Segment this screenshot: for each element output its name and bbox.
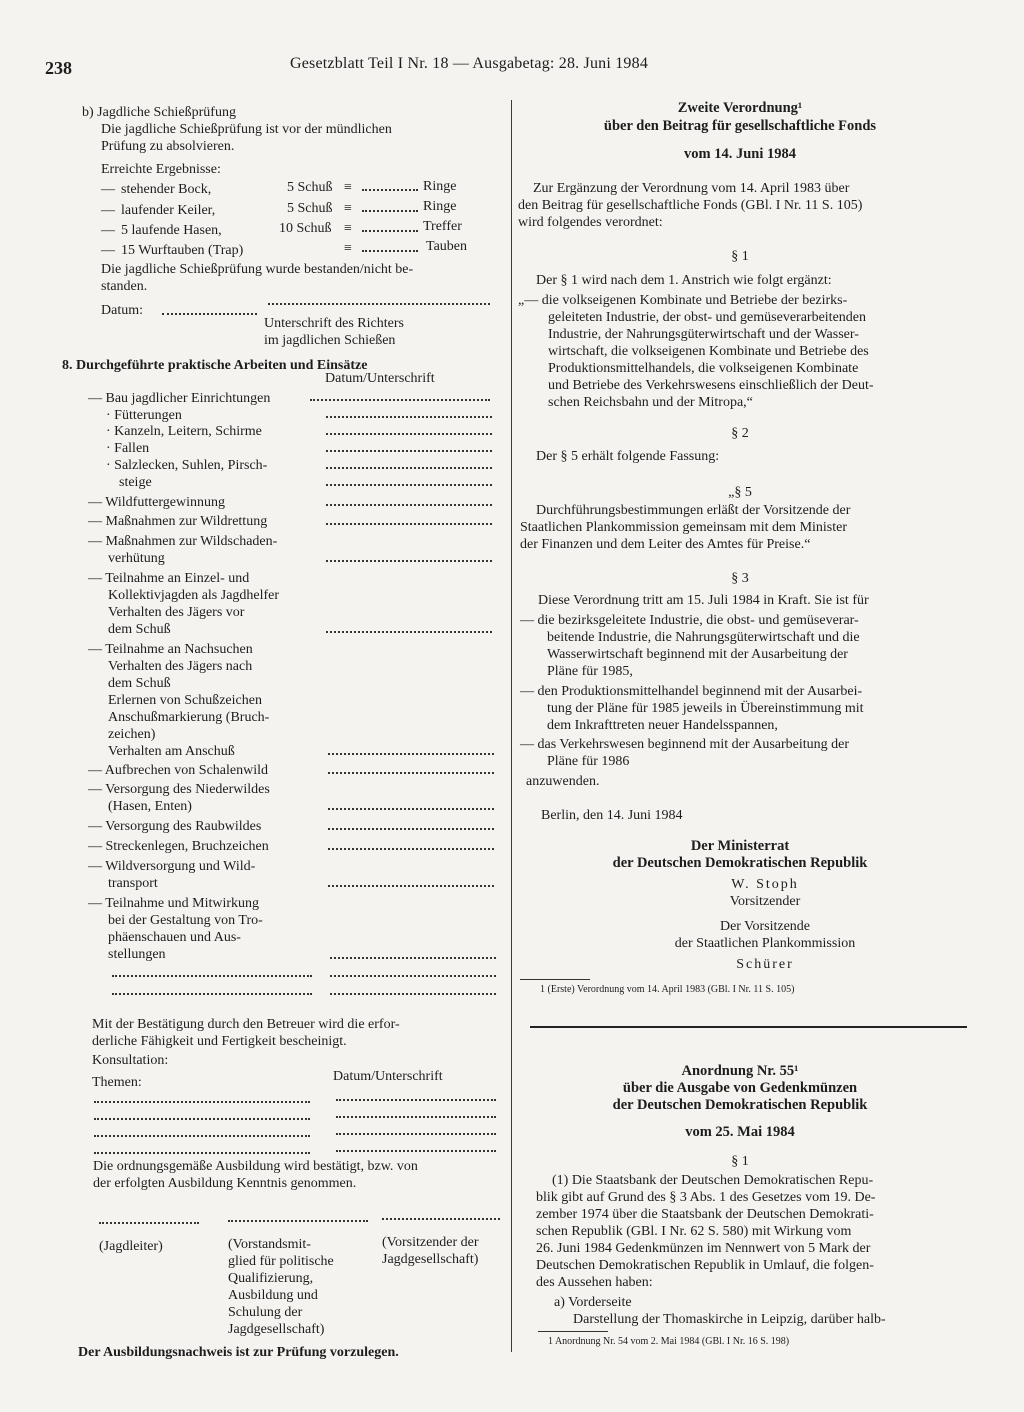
fill-line — [326, 433, 492, 435]
dash: — — [101, 243, 115, 258]
fill-line — [326, 416, 492, 418]
activity-item: (Hasen, Enten) — [108, 799, 192, 814]
fill-line — [336, 1116, 496, 1118]
signature-fill-line — [99, 1222, 199, 1224]
passed-text-2: standen. — [101, 279, 148, 294]
result-shots: 5 Schuß — [287, 201, 333, 216]
signature-fill-line — [382, 1218, 500, 1220]
par3-text-7: dem Inkrafttreten neuer Handelsspannen, — [547, 718, 778, 733]
activity-item: Erlernen von Schußzeichen — [108, 693, 262, 708]
fill-line — [362, 230, 418, 232]
activity-item: — Wildfuttergewinnung — [88, 495, 225, 510]
result-unit: Ringe — [423, 179, 457, 194]
signature-vorstand-3: Qualifizierung, — [228, 1271, 314, 1286]
activity-item: — Versorgung des Raubwildes — [88, 819, 262, 834]
par2-text: Der § 5 erhält folgende Fassung: — [536, 449, 720, 464]
par3-text-6: tung der Pläne für 1985 jeweils in Übereinstimmung mit — [547, 701, 864, 716]
activity-item: — Maßnahmen zur Wildschaden- — [88, 534, 278, 549]
par3-text-4: Pläne für 1985, — [547, 664, 633, 679]
result-shots: 5 Schuß — [287, 180, 333, 195]
vo-intro-2: den Beitrag für gesellschaftliche Fonds (GBl. I Nr. 11 S. 105) — [518, 198, 863, 213]
signature-vorstand-4: Ausbildung und — [228, 1288, 318, 1303]
passed-text-1: Die jagdliche Schießprüfung wurde bestanden/nicht be- — [101, 262, 414, 277]
result-unit: Tauben — [426, 239, 468, 254]
dash: — — [101, 203, 115, 218]
signature-label-2: im jagdlichen Schießen — [264, 333, 396, 348]
activity-item: — Teilnahme an Nachsuchen — [88, 642, 253, 657]
fill-line — [362, 189, 418, 191]
par1-text-0: Der § 1 wird nach dem 1. Anstrich wie folgt ergänzt: — [536, 273, 832, 288]
fill-line — [336, 1133, 496, 1135]
activity-item: Verhalten des Jägers nach — [108, 659, 253, 674]
par1-text-6: und Betriebe des Verkehrswesens einschließlich der Deut- — [548, 378, 874, 393]
fill-line — [328, 828, 494, 830]
confirm-text-2: derliche Fähigkeit und Fertigkeit bescheinigt. — [92, 1034, 347, 1049]
activity-item: — Bau jagdlicher Einrichtungen — [88, 391, 271, 406]
vo-intro-1: Zur Ergänzung der Verordnung vom 14. April 1983 über — [533, 181, 850, 196]
ao-text-5: Deutschen Demokratischen Republik in Umlauf, die folgen- — [536, 1258, 874, 1273]
activity-item: Anschußmarkierung (Bruch- — [108, 710, 270, 725]
fill-line — [326, 467, 492, 469]
fill-line — [328, 848, 494, 850]
fill-line — [326, 560, 492, 562]
training-text-2: der erfolgten Ausbildung Kenntnis genommen. — [93, 1176, 357, 1191]
activity-item: dem Schuß — [108, 622, 171, 637]
activity-item: stellungen — [108, 947, 166, 962]
par1-text-5: Produktionsmittelhandels, die volkseigenen Kombinate — [548, 361, 859, 376]
equals-sign: ≡ — [344, 201, 352, 216]
fill-line — [328, 753, 494, 755]
anordnung-title-3: der Deutschen Demokratischen Republik — [612, 1097, 868, 1113]
signature-label-1: Unterschrift des Richters — [264, 316, 404, 331]
themen-label: Themen: — [92, 1075, 142, 1090]
par3-text-9: Pläne für 1986 — [547, 754, 630, 769]
konsultation-label: Konsultation: — [92, 1053, 169, 1068]
verordnung-title-1: Zweite Verordnung¹ — [677, 100, 803, 116]
paragraph-3-heading: § 3 — [731, 571, 749, 586]
fill-line — [362, 210, 418, 212]
section-separator — [530, 1026, 967, 1028]
ao-text-6: des Aussehen haben: — [536, 1275, 653, 1290]
fill-line — [326, 631, 492, 633]
activity-item: phäenschauen und Aus- — [108, 930, 241, 945]
signature-vorsitzender-1: (Vorsitzender der — [382, 1235, 479, 1250]
result-unit: Ringe — [423, 199, 457, 214]
activity-item: · Fallen — [106, 441, 150, 456]
activity-item: · Kanzeln, Leitern, Schirme — [106, 424, 262, 439]
par5-text-2: der Finanzen und dem Leiter des Amtes für Preise.“ — [520, 537, 811, 552]
activity-item: — Teilnahme an Einzel- und — [88, 571, 250, 586]
activity-item: transport — [108, 876, 158, 891]
fill-line — [326, 450, 492, 452]
equals-sign: ≡ — [344, 221, 352, 236]
activity-item: dem Schuß — [108, 676, 171, 691]
fill-line — [336, 1099, 496, 1101]
ao-paragraph-1-heading: § 1 — [731, 1154, 749, 1169]
ao-text-2: zember 1974 über die Staatsbank der Deutschen Demokrati- — [536, 1207, 874, 1222]
footnote-1: 1 (Erste) Verordnung vom 14. April 1983 (GBl. I Nr. 11 S. 105) — [540, 984, 795, 995]
signature-fill-line — [228, 1220, 368, 1222]
footnote-rule — [520, 979, 590, 980]
column-divider — [511, 100, 512, 1352]
fill-line — [112, 993, 312, 995]
par3-text-10: anzuwenden. — [526, 774, 600, 789]
konsultation-column-label: Datum/Unterschrift — [333, 1069, 443, 1084]
par3-text-0: Diese Verordnung tritt am 15. Juli 1984 in Kraft. Sie ist für — [538, 593, 869, 608]
activity-item: — Aufbrechen von Schalenwild — [88, 763, 269, 778]
anordnung-date: vom 25. Mai 1984 — [685, 1124, 795, 1140]
fill-line — [330, 957, 496, 959]
par1-text-2: geleiteten Industrie, der obst- und gemüseverarbeitenden — [548, 310, 866, 325]
fill-line — [94, 1152, 310, 1154]
activity-item: zeichen) — [108, 727, 156, 742]
signature-vorsitzender-2: Jagdgesellschaft) — [382, 1252, 479, 1267]
confirm-text-1: Mit der Bestätigung durch den Betreuer wird die erfor- — [92, 1017, 400, 1032]
par3-text-8: — das Verkehrswesen beginnend mit der Ausarbeitung der — [520, 737, 850, 752]
place-date: Berlin, den 14. Juni 1984 — [541, 808, 683, 823]
fill-line — [330, 993, 496, 995]
fill-line — [330, 975, 496, 977]
signer-schuerer: Schürer — [736, 957, 794, 972]
section-b-text-2: Prüfung zu absolvieren. — [101, 139, 235, 154]
fill-line — [326, 484, 492, 486]
activity-item: — Versorgung des Niederwildes — [88, 782, 270, 797]
datum-fill-line — [162, 313, 257, 315]
ao-text-4: 26. Juni 1984 Gedenkmünzen im Nennwert von 5 Mark der — [536, 1241, 871, 1256]
activity-item: — Teilnahme und Mitwirkung — [88, 896, 260, 911]
signatory-2: der Deutschen Demokratischen Republik — [612, 855, 868, 871]
signer-stoph-title: Vorsitzender — [729, 894, 801, 909]
par3-text-1: — die bezirksgeleitete Industrie, die obst- und gemüseverar- — [520, 613, 859, 628]
fill-line — [112, 975, 312, 977]
activity-item: verhütung — [108, 551, 165, 566]
activity-item: Verhalten des Jägers vor — [108, 605, 245, 620]
fill-line — [328, 772, 494, 774]
signer2-title-2: der Staatlichen Plankommission — [674, 936, 856, 951]
fill-line — [326, 523, 492, 525]
par3-text-5: — den Produktionsmittelhandel beginnend mit der Ausarbei- — [520, 684, 863, 699]
footnote-rule — [538, 1331, 608, 1332]
signature-vorstand-2: glied für politische — [228, 1254, 334, 1269]
activity-item: steige — [119, 475, 152, 490]
paragraph-1-heading: § 1 — [731, 249, 749, 264]
signature-vorstand-5: Schulung der — [228, 1305, 303, 1320]
result-target: stehender Bock, — [121, 182, 212, 197]
fill-line — [326, 504, 492, 506]
ao-item-a: a) Vorderseite — [554, 1295, 632, 1310]
equals-sign: ≡ — [344, 180, 352, 195]
footnote-2: 1 Anordnung Nr. 54 vom 2. Mai 1984 (GBl. I Nr. 16 S. 198) — [548, 1336, 790, 1347]
result-target: 15 Wurftauben (Trap) — [121, 243, 244, 258]
signature-jagdleiter: (Jagdleiter) — [99, 1239, 163, 1254]
ao-text-3: schen Republik (GBl. I Nr. 62 S. 580) mit Wirkung vom — [536, 1224, 852, 1239]
verordnung-date: vom 14. Juni 1984 — [684, 146, 796, 162]
fill-line — [94, 1101, 310, 1103]
result-shots: 10 Schuß — [279, 221, 332, 236]
fill-line — [310, 399, 490, 401]
par5-text-1: Staatlichen Plankommission gemeinsam mit dem Minister — [520, 520, 848, 535]
par1-text-3: Industrie, der Nahrungsgüterwirtschaft und der Wasser- — [548, 327, 859, 342]
activity-item: — Wildversorgung und Wild- — [88, 859, 256, 874]
result-target: laufender Keiler, — [121, 203, 216, 218]
activity-item: · Fütterungen — [106, 408, 182, 423]
section-b-heading: b) Jagdliche Schießprüfung — [82, 105, 236, 120]
section-b-text-1: Die jagdliche Schießprüfung ist vor der mündlichen — [101, 122, 392, 137]
fill-line — [362, 250, 418, 252]
activity-item: — Maßnahmen zur Wildrettung — [88, 514, 268, 529]
fill-line — [328, 808, 494, 810]
section-8-column-label: Datum/Unterschrift — [325, 371, 435, 386]
signature-vorstand-1: (Vorstandsmit- — [228, 1237, 311, 1252]
fill-line — [94, 1118, 310, 1120]
paragraph-2-heading: § 2 — [731, 426, 749, 441]
result-target: 5 laufende Hasen, — [121, 223, 222, 238]
signature-vorstand-6: Jagdgesellschaft) — [228, 1322, 325, 1337]
signer-stoph: W. Stoph — [731, 877, 799, 892]
par1-text-7: schen Reichsbahn und der Mitropa,“ — [548, 395, 753, 410]
section-8-heading: 8. Durchgeführte praktische Arbeiten und Einsätze — [62, 358, 368, 373]
anordnung-title-2: über die Ausgabe von Gedenkmünzen — [622, 1080, 858, 1096]
activity-item: Kollektivjagden als Jagdhelfer — [108, 588, 280, 603]
dash: — — [101, 223, 115, 238]
training-text-1: Die ordnungsgemäße Ausbildung wird bestätigt, bzw. von — [93, 1159, 418, 1174]
ao-text-1: blik gibt auf Grund des § 3 Abs. 1 des Gesetzes vom 19. De- — [536, 1190, 876, 1205]
signer2-title-1: Der Vorsitzende — [719, 919, 811, 934]
signatory-1: Der Ministerrat — [690, 838, 790, 854]
par1-text-1: „— die volkseigenen Kombinate und Betriebe der bezirks- — [518, 293, 848, 308]
anordnung-title-1: Anordnung Nr. 55¹ — [681, 1063, 799, 1079]
dash: — — [101, 182, 115, 197]
ao-text-0: (1) Die Staatsbank der Deutschen Demokratischen Repu- — [552, 1173, 874, 1188]
par5-text-0: Durchführungsbestimmungen erläßt der Vorsitzende der — [536, 503, 851, 518]
result-unit: Treffer — [423, 219, 462, 234]
fill-line — [328, 885, 494, 887]
ao-item-a-text: Darstellung der Thomaskirche in Leipzig, darüber halb- — [573, 1312, 886, 1327]
par1-text-4: wirtschaft, die volkseigenen Kombinate und Betriebe des — [548, 344, 869, 359]
fill-line — [336, 1150, 496, 1152]
datum-label: Datum: — [101, 303, 143, 318]
vo-intro-3: wird folgendes verordnet: — [518, 215, 663, 230]
equals-sign: ≡ — [344, 241, 352, 256]
verordnung-title-2: über den Beitrag für gesellschaftliche Fonds — [603, 118, 877, 134]
signature-fill-line — [268, 303, 490, 305]
activity-item: bei der Gestaltung von Tro- — [108, 913, 263, 928]
results-label: Erreichte Ergebnisse: — [101, 162, 221, 177]
page-header-title: Gesetzblatt Teil I Nr. 18 — Ausgabetag: 28. Juni 1984 — [290, 55, 649, 72]
activity-item: Verhalten am Anschuß — [108, 744, 235, 759]
activity-item: · Salzlecken, Suhlen, Pirsch- — [106, 458, 268, 473]
paragraph-5-heading: „§ 5 — [728, 485, 752, 500]
fill-line — [94, 1135, 310, 1137]
par3-text-3: Wasserwirtschaft beginnend mit der Ausarbeitung der — [547, 647, 848, 662]
activity-item: — Streckenlegen, Bruchzeichen — [88, 839, 269, 854]
page-number: 238 — [45, 58, 72, 78]
final-note: Der Ausbildungsnachweis ist zur Prüfung vorzulegen. — [78, 1345, 399, 1360]
par3-text-2: beitende Industrie, die Nahrungsgüterwirtschaft und die — [547, 630, 860, 645]
